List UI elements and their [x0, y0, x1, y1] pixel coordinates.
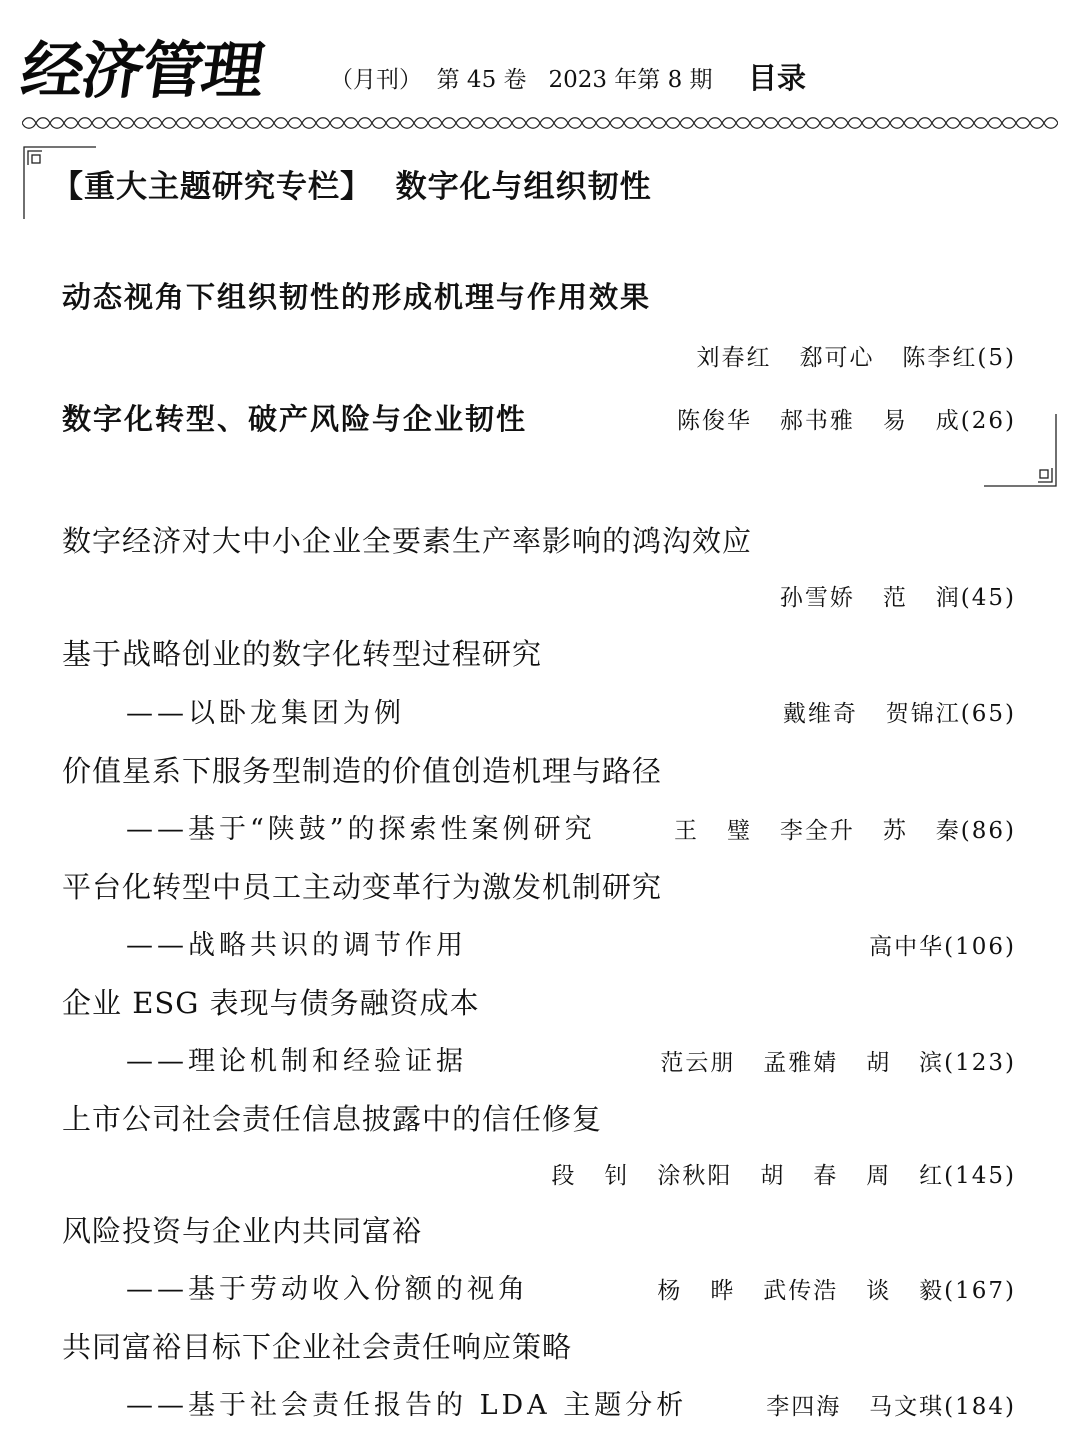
article-title[interactable]: 数字化转型、破产风险与企业韧性	[62, 402, 528, 436]
article-subtitle: ——基于社会责任报告的 LDA 主题分析	[126, 1390, 688, 1421]
article-subtitle: ——理论机制和经验证据	[126, 1046, 467, 1077]
article-title[interactable]: 平台化转型中员工主动变革行为激发机制研究	[62, 870, 663, 904]
article-title[interactable]: 动态视角下组织韧性的形成机理与作用效果	[62, 280, 652, 314]
article-title[interactable]: 上市公司社会责任信息披露中的信任修复	[62, 1102, 603, 1136]
article-authors: 范云朋 孟雅婧 胡 滨(123)	[660, 1050, 1016, 1076]
article-subtitle: ——基于“陕鼓”的探索性案例研究	[126, 814, 596, 845]
article-authors: 段 钊 涂秋阳 胡 春 周 红(145)	[551, 1163, 1016, 1189]
article-authors: 杨 晔 武传浩 谈 毅(167)	[657, 1278, 1016, 1304]
article-authors: 孙雪娇 范 润(45)	[779, 585, 1016, 611]
article-authors: 高中华(106)	[869, 934, 1016, 960]
article-title[interactable]: 企业 ESG 表现与债务融资成本	[62, 986, 480, 1020]
article-authors: 李四海 马文琪(184)	[766, 1394, 1016, 1420]
article-authors: 刘春红 郄可心 陈李红(5)	[696, 345, 1016, 371]
article-authors: 陈俊华 郝书雅 易 成(26)	[676, 408, 1016, 434]
column-heading: 【重大主题研究专栏】 数字化与组织韧性	[52, 169, 652, 205]
article-title[interactable]: 数字经济对大中小企业全要素生产率影响的鸿沟效应	[62, 524, 753, 558]
journal-logo: 经济管理	[16, 34, 268, 107]
article-title[interactable]: 风险投资与企业内共同富裕	[62, 1214, 423, 1248]
article-title[interactable]: 基于战略创业的数字化转型过程研究	[62, 637, 543, 671]
article-subtitle: ——以卧龙集团为例	[126, 698, 405, 729]
article-authors: 王 璧 李全升 苏 秦(86)	[674, 818, 1016, 844]
article-subtitle: ——战略共识的调节作用	[126, 930, 467, 961]
article-title[interactable]: 价值星系下服务型制造的价值创造机理与路径	[62, 754, 663, 788]
article-title[interactable]: 共同富裕目标下企业社会责任响应策略	[62, 1330, 573, 1364]
article-subtitle: ——基于劳动收入份额的视角	[126, 1274, 529, 1305]
wave-divider	[22, 116, 1058, 130]
article-authors: 戴维奇 贺锦江(65)	[782, 701, 1016, 727]
issue-info: （月刊） 第 45 卷 2023 年第 8 期	[330, 67, 713, 93]
toc-label: 目录	[748, 61, 807, 95]
